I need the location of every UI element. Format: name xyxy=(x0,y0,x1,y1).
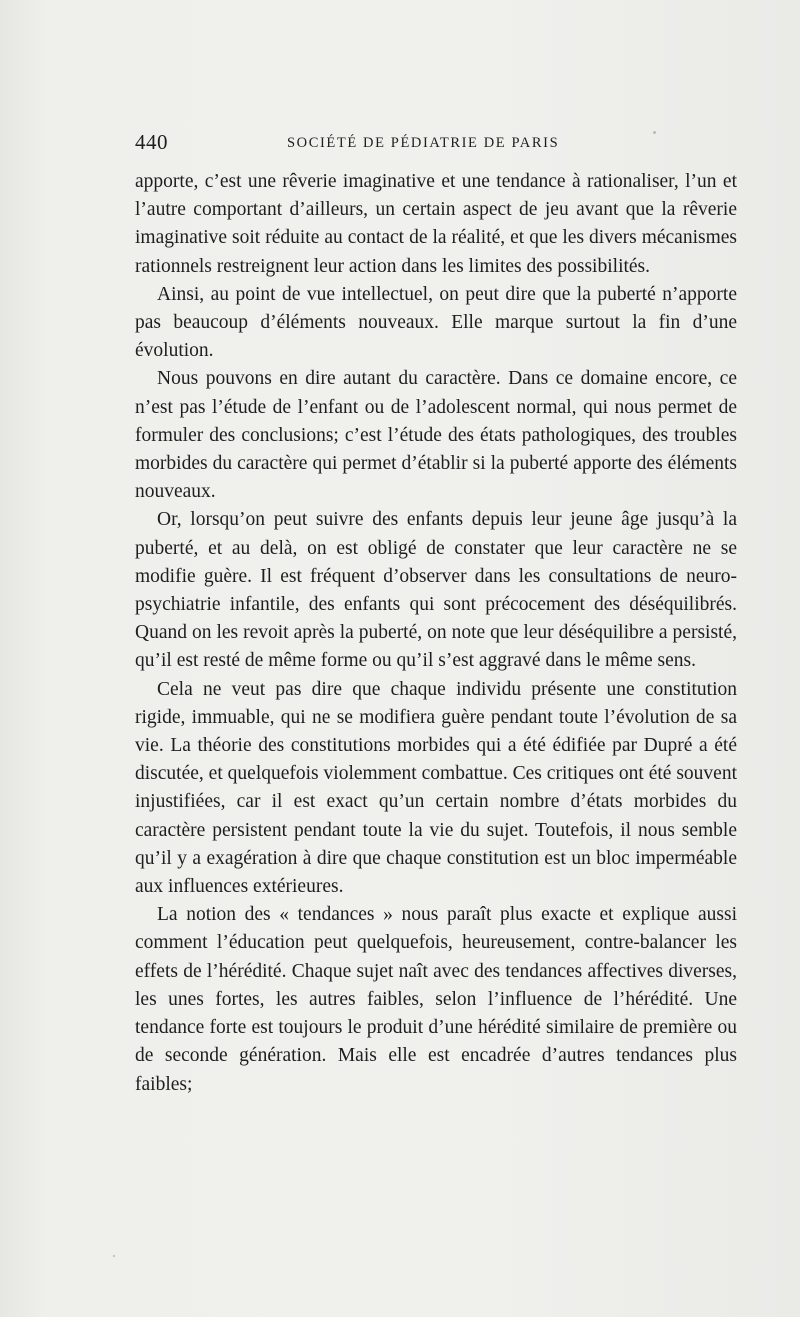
paragraph-2: Ainsi, au point de vue intellectuel, on peut dire que la puberté n’apporte pas beaucoup d’éléments nouveaux. Elle marque surtout la fin d’une évolution. xyxy=(135,283,737,362)
paragraph-1: apporte, c’est une rêverie imaginative et une tendance à rationaliser, l’un et l’autre comportant d’ailleurs, un certain aspect de jeu avant que la rêverie imaginative soit réduite au contact de la réalité, et que les divers mécanismes rationnels restreignent leur action dans les limites des possibilités. xyxy=(135,171,737,277)
paper-speck xyxy=(113,1255,115,1257)
body-text xyxy=(135,168,737,1099)
paragraph-5: Cela ne veut pas dire que chaque individu présente une constitution rigide, immuable, qui ne se modifiera guère pendant toute l’évolution de sa vie. La théorie des constitutions morbides qui a été édifiée par Dupré a été discutée, et quelquefois violemment combattue. Ces critiques ont été souvent injustifiées, car il est exact qu’un certain nombre d’états morbides du caractère persistent pendant toute la vie du sujet. Toutefois, il nous semble qu’il y a exagération à dire que chaque constitution est un bloc imperméable aux influences extérieures. xyxy=(135,678,737,898)
page-number: 440 xyxy=(135,130,168,154)
page-header xyxy=(135,130,735,160)
paragraph-6: La notion des « tendances » nous paraît plus exacte et explique aussi comment l’éducation peut quelquefois, heureusement, contre-balancer les effets de l’hérédité. Chaque sujet naît avec des tendances affectives diverses, les unes fortes, les autres faibles, selon l’influence de l’hérédité. Une tendance forte est toujours le produit d’une hérédité similaire de première ou de seconde génération. Mais elle est encadrée d’autres tendances plus faibles; xyxy=(135,904,737,1095)
paper-speck xyxy=(653,131,656,134)
running-title: SOCIÉTÉ DE PÉDIATRIE DE PARIS xyxy=(287,135,560,151)
paragraph-4: Or, lorsqu’on peut suivre des enfants depuis leur jeune âge jusqu’à la puberté, et au delà, on est obligé de constater que leur caractère ne se modifie guère. Il est fréquent d’observer dans les consultations de neuro-psychiatrie infantile, des enfants qui sont précocement des déséquilibrés. Quand on les revoit après la puberté, on note que leur déséquilibre a persisté, qu’il est resté de même forme ou qu’il s’est aggravé dans le même sens. xyxy=(135,509,737,672)
paragraph-3: Nous pouvons en dire autant du caractère. Dans ce domaine encore, ce n’est pas l’étude de l’enfant ou de l’adolescent normal, qui nous permet de formuler des conclusions; c’est l’étude des états pathologiques, des troubles morbides du caractère qui permet d’établir si la puberté apporte des éléments nouveaux. xyxy=(135,368,737,503)
